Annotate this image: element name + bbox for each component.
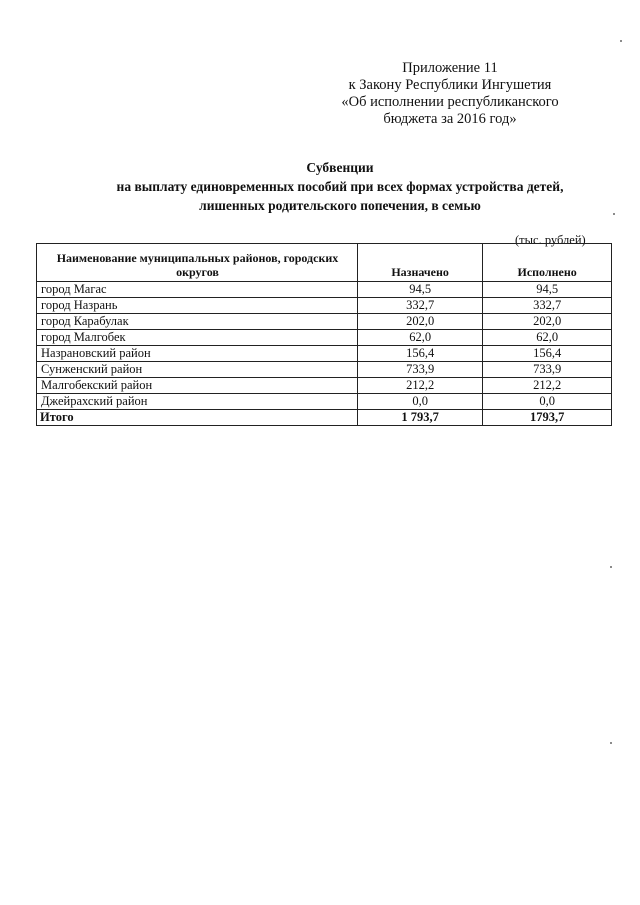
appendix-line-1: Приложение 11	[402, 60, 498, 76]
table-row	[37, 298, 612, 314]
scan-speck	[610, 566, 612, 568]
table-row	[37, 346, 612, 362]
row-assigned: 212,2	[358, 378, 483, 394]
row-assigned: 156,4	[358, 346, 483, 362]
subvention-table	[36, 243, 612, 426]
table-header-row	[37, 244, 612, 282]
row-executed: 733,9	[483, 362, 612, 378]
scan-speck	[620, 40, 622, 42]
row-executed: 156,4	[483, 346, 612, 362]
title-line-2: на выплату единовременных пособий при всех формах устройства детей,	[116, 179, 564, 194]
appendix-line-2: к Закону Республики Ингушетия	[348, 77, 552, 93]
total-assigned: 1 793,7	[358, 410, 483, 426]
table-total-row	[37, 410, 612, 426]
units-label: (тыс. рублей)	[515, 233, 586, 247]
table-row	[37, 394, 612, 410]
appendix-header	[290, 60, 610, 128]
row-assigned: 62,0	[358, 330, 483, 346]
table-row	[37, 282, 612, 298]
header-executed: Исполнено	[483, 244, 612, 282]
title-line-3: лишенных родительского попечения, в семью	[199, 198, 481, 213]
row-executed: 94,5	[483, 282, 612, 298]
row-executed: 0,0	[483, 394, 612, 410]
row-assigned: 94,5	[358, 282, 483, 298]
row-name: Джейрахский район	[37, 394, 358, 410]
title-line-1: Субвенции	[306, 160, 374, 175]
row-name: город Назрань	[37, 298, 358, 314]
row-executed: 332,7	[483, 298, 612, 314]
row-name: Сунженский район	[37, 362, 358, 378]
row-executed: 212,2	[483, 378, 612, 394]
table-row	[37, 362, 612, 378]
row-assigned: 332,7	[358, 298, 483, 314]
row-assigned: 202,0	[358, 314, 483, 330]
scan-speck	[613, 213, 615, 215]
row-assigned: 733,9	[358, 362, 483, 378]
table-row	[37, 330, 612, 346]
scan-speck	[610, 742, 612, 744]
table-row	[37, 314, 612, 330]
total-name: Итого	[37, 410, 358, 426]
total-executed: 1793,7	[483, 410, 612, 426]
table-row	[37, 378, 612, 394]
document-title	[40, 158, 640, 215]
row-executed: 62,0	[483, 330, 612, 346]
row-name: город Малгобек	[37, 330, 358, 346]
appendix-line-4: бюджета за 2016 год»	[383, 111, 517, 127]
row-name: город Магас	[37, 282, 358, 298]
appendix-line-3: «Об исполнении республиканского	[341, 94, 559, 110]
row-executed: 202,0	[483, 314, 612, 330]
row-assigned: 0,0	[358, 394, 483, 410]
header-name: Наименование муниципальных районов, городских округов	[37, 244, 358, 282]
row-name: город Карабулак	[37, 314, 358, 330]
row-name: Малгобекский район	[37, 378, 358, 394]
row-name: Назрановский район	[37, 346, 358, 362]
header-assigned: Назначено	[358, 244, 483, 282]
